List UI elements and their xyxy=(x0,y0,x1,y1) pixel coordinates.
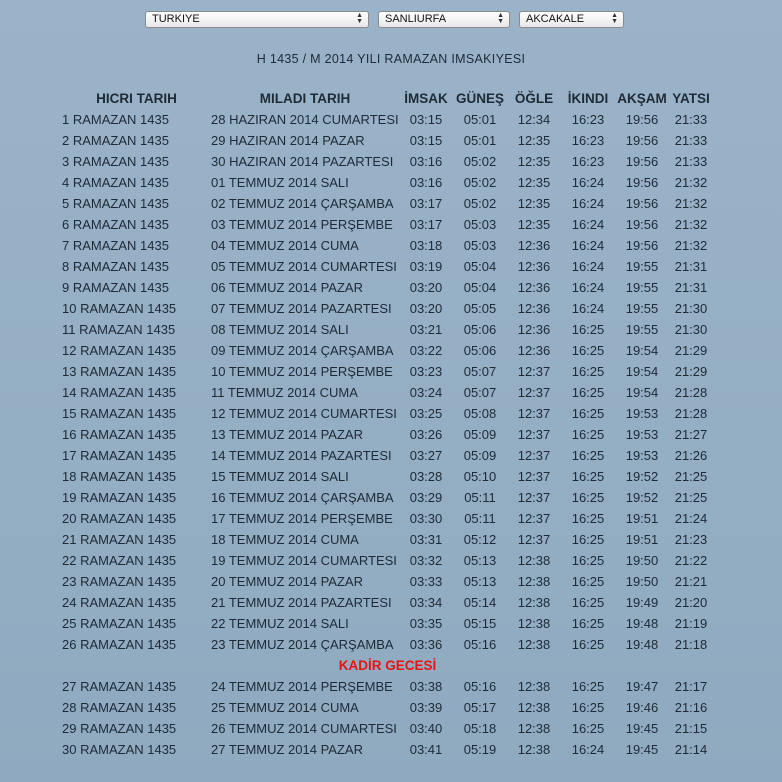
yatsi-time: 21:30 xyxy=(674,322,708,337)
miladi-date: 05 TEMMUZ 2014 CUMARTESI xyxy=(211,259,397,274)
ogle-time: 12:37 xyxy=(517,532,551,547)
miladi-date: 10 TEMMUZ 2014 PERŞEMBE xyxy=(211,364,393,379)
gunes-time: 05:05 xyxy=(463,301,497,316)
header-yatsi: YATSI xyxy=(672,91,710,106)
gunes-time: 05:04 xyxy=(463,280,497,295)
imsak-time: 03:18 xyxy=(409,238,443,253)
ikindi-time: 16:25 xyxy=(571,679,605,694)
imsak-time: 03:33 xyxy=(409,574,443,589)
hicri-date: 23 RAMAZAN 1435 xyxy=(62,574,177,589)
yatsi-time: 21:18 xyxy=(674,637,708,652)
miladi-date: 12 TEMMUZ 2014 CUMARTESI xyxy=(211,406,397,421)
ogle-time: 12:36 xyxy=(517,280,551,295)
miladi-date: 06 TEMMUZ 2014 PAZAR xyxy=(211,280,363,295)
imsak-time: 03:34 xyxy=(409,595,443,610)
ogle-time: 12:36 xyxy=(517,301,551,316)
hicri-date: 5 RAMAZAN 1435 xyxy=(62,196,169,211)
aksam-time: 19:47 xyxy=(625,679,659,694)
imsak-time: 03:36 xyxy=(409,637,443,652)
aksam-time: 19:45 xyxy=(625,742,659,757)
header-aksam: AKŞAM xyxy=(617,91,667,106)
updown-arrow-icon: ▲ ▼ xyxy=(611,12,618,25)
hicri-date: 22 RAMAZAN 1435 xyxy=(62,553,177,568)
aksam-time: 19:56 xyxy=(625,133,659,148)
miladi-date: 04 TEMMUZ 2014 CUMA xyxy=(211,238,359,253)
ogle-time: 12:35 xyxy=(517,175,551,190)
gunes-time: 05:19 xyxy=(463,742,497,757)
miladi-date: 03 TEMMUZ 2014 PERŞEMBE xyxy=(211,217,393,232)
table-row xyxy=(62,361,713,382)
ikindi-time: 16:25 xyxy=(571,574,605,589)
yatsi-time: 21:31 xyxy=(674,259,708,274)
ogle-time: 12:38 xyxy=(517,553,551,568)
ogle-time: 12:38 xyxy=(517,700,551,715)
table-row xyxy=(62,592,713,613)
hicri-date: 3 RAMAZAN 1435 xyxy=(62,154,169,169)
yatsi-time: 21:32 xyxy=(674,238,708,253)
table-row xyxy=(62,193,713,214)
imsakiye-table xyxy=(62,88,713,760)
imsak-time: 03:27 xyxy=(409,448,443,463)
country-select[interactable] xyxy=(145,11,369,28)
table-row xyxy=(62,340,713,361)
city-select-value: SANLIURFA xyxy=(385,13,447,25)
hicri-date: 12 RAMAZAN 1435 xyxy=(62,343,177,358)
gunes-time: 05:06 xyxy=(463,322,497,337)
location-selectors xyxy=(0,11,782,31)
ikindi-time: 16:24 xyxy=(571,280,605,295)
yatsi-time: 21:33 xyxy=(674,154,708,169)
aksam-time: 19:45 xyxy=(625,721,659,736)
ikindi-time: 16:25 xyxy=(571,490,605,505)
table-header-row xyxy=(62,88,713,109)
aksam-time: 19:52 xyxy=(625,490,659,505)
header-imsak: İMSAK xyxy=(404,91,448,106)
imsak-time: 03:17 xyxy=(409,196,443,211)
table-row xyxy=(62,151,713,172)
yatsi-time: 21:31 xyxy=(674,280,708,295)
hicri-date: 18 RAMAZAN 1435 xyxy=(62,469,177,484)
table-row xyxy=(62,109,713,130)
aksam-time: 19:49 xyxy=(625,595,659,610)
gunes-time: 05:16 xyxy=(463,637,497,652)
ikindi-time: 16:25 xyxy=(571,364,605,379)
aksam-time: 19:51 xyxy=(625,532,659,547)
country-select-value: TURKIYE xyxy=(152,13,200,25)
header-gunes: GÜNEŞ xyxy=(455,91,504,106)
table-row xyxy=(62,697,713,718)
header-miladi: MILADI TARIH xyxy=(259,91,351,106)
table-row xyxy=(62,571,713,592)
ogle-time: 12:37 xyxy=(517,406,551,421)
ikindi-time: 16:25 xyxy=(571,427,605,442)
aksam-time: 19:53 xyxy=(625,406,659,421)
hicri-date: 25 RAMAZAN 1435 xyxy=(62,616,177,631)
ogle-time: 12:37 xyxy=(517,511,551,526)
ikindi-time: 16:25 xyxy=(571,511,605,526)
header-ogle: ÖĞLE xyxy=(514,91,554,106)
hicri-date: 24 RAMAZAN 1435 xyxy=(62,595,177,610)
table-row xyxy=(62,718,713,739)
aksam-time: 19:56 xyxy=(625,196,659,211)
hicri-date: 27 RAMAZAN 1435 xyxy=(62,679,177,694)
miladi-date: 27 TEMMUZ 2014 PAZAR xyxy=(211,742,363,757)
miladi-date: 25 TEMMUZ 2014 CUMA xyxy=(211,700,359,715)
aksam-time: 19:55 xyxy=(625,301,659,316)
ikindi-time: 16:24 xyxy=(571,238,605,253)
hicri-date: 2 RAMAZAN 1435 xyxy=(62,133,169,148)
hicri-date: 1 RAMAZAN 1435 xyxy=(62,112,169,127)
imsak-time: 03:30 xyxy=(409,511,443,526)
ogle-time: 12:38 xyxy=(517,742,551,757)
yatsi-time: 21:29 xyxy=(674,364,708,379)
ogle-time: 12:38 xyxy=(517,637,551,652)
imsak-time: 03:24 xyxy=(409,385,443,400)
aksam-time: 19:48 xyxy=(625,616,659,631)
gunes-time: 05:16 xyxy=(463,679,497,694)
table-row xyxy=(62,739,713,760)
imsak-time: 03:19 xyxy=(409,259,443,274)
aksam-time: 19:54 xyxy=(625,343,659,358)
hicri-date: 10 RAMAZAN 1435 xyxy=(62,301,177,316)
imsak-time: 03:26 xyxy=(409,427,443,442)
hicri-date: 7 RAMAZAN 1435 xyxy=(62,238,169,253)
ogle-time: 12:37 xyxy=(517,385,551,400)
ikindi-time: 16:23 xyxy=(571,154,605,169)
yatsi-time: 21:21 xyxy=(674,574,708,589)
imsak-time: 03:21 xyxy=(409,322,443,337)
imsak-time: 03:17 xyxy=(409,217,443,232)
table-row xyxy=(62,298,713,319)
aksam-time: 19:56 xyxy=(625,217,659,232)
district-select[interactable] xyxy=(519,11,624,28)
aksam-time: 19:53 xyxy=(625,427,659,442)
miladi-date: 16 TEMMUZ 2014 ÇARŞAMBA xyxy=(211,490,394,505)
aksam-time: 19:46 xyxy=(625,700,659,715)
gunes-time: 05:18 xyxy=(463,721,497,736)
imsak-time: 03:25 xyxy=(409,406,443,421)
aksam-time: 19:51 xyxy=(625,511,659,526)
table-row xyxy=(62,634,713,655)
yatsi-time: 21:29 xyxy=(674,343,708,358)
gunes-time: 05:02 xyxy=(463,175,497,190)
district-select-value: AKCAKALE xyxy=(526,13,585,25)
header-ikindi: İKINDI xyxy=(567,91,609,106)
miladi-date: 20 TEMMUZ 2014 PAZAR xyxy=(211,574,363,589)
miladi-date: 21 TEMMUZ 2014 PAZARTESI xyxy=(211,595,392,610)
aksam-time: 19:56 xyxy=(625,175,659,190)
ikindi-time: 16:24 xyxy=(571,259,605,274)
gunes-time: 05:07 xyxy=(463,364,497,379)
ikindi-time: 16:25 xyxy=(571,700,605,715)
kadir-gecesi-label: KADİR GECESİ xyxy=(338,658,437,673)
ogle-time: 12:38 xyxy=(517,721,551,736)
miladi-date: 22 TEMMUZ 2014 SALI xyxy=(211,616,349,631)
miladi-date: 28 HAZIRAN 2014 CUMARTESI xyxy=(211,112,399,127)
gunes-time: 05:08 xyxy=(463,406,497,421)
ikindi-time: 16:24 xyxy=(571,175,605,190)
yatsi-time: 21:32 xyxy=(674,175,708,190)
miladi-date: 18 TEMMUZ 2014 CUMA xyxy=(211,532,359,547)
gunes-time: 05:01 xyxy=(463,112,497,127)
ikindi-time: 16:25 xyxy=(571,721,605,736)
yatsi-time: 21:28 xyxy=(674,406,708,421)
ogle-time: 12:35 xyxy=(517,196,551,211)
hicri-date: 16 RAMAZAN 1435 xyxy=(62,427,177,442)
miladi-date: 07 TEMMUZ 2014 PAZARTESI xyxy=(211,301,392,316)
table-row xyxy=(62,403,713,424)
ikindi-time: 16:23 xyxy=(571,112,605,127)
hicri-date: 20 RAMAZAN 1435 xyxy=(62,511,177,526)
table-row xyxy=(62,382,713,403)
hicri-date: 26 RAMAZAN 1435 xyxy=(62,637,177,652)
hicri-date: 6 RAMAZAN 1435 xyxy=(62,217,169,232)
hicri-date: 9 RAMAZAN 1435 xyxy=(62,280,169,295)
aksam-time: 19:54 xyxy=(625,364,659,379)
ogle-time: 12:38 xyxy=(517,679,551,694)
yatsi-time: 21:25 xyxy=(674,469,708,484)
ogle-time: 12:36 xyxy=(517,238,551,253)
imsak-time: 03:32 xyxy=(409,553,443,568)
yatsi-time: 21:17 xyxy=(674,679,708,694)
gunes-time: 05:02 xyxy=(463,196,497,211)
ogle-time: 12:35 xyxy=(517,154,551,169)
table-row xyxy=(62,424,713,445)
table-row xyxy=(62,487,713,508)
aksam-time: 19:55 xyxy=(625,280,659,295)
gunes-time: 05:09 xyxy=(463,448,497,463)
gunes-time: 05:06 xyxy=(463,343,497,358)
ogle-time: 12:36 xyxy=(517,322,551,337)
ogle-time: 12:38 xyxy=(517,616,551,631)
ikindi-time: 16:25 xyxy=(571,322,605,337)
miladi-date: 14 TEMMUZ 2014 PAZARTESI xyxy=(211,448,392,463)
gunes-time: 05:03 xyxy=(463,217,497,232)
aksam-time: 19:55 xyxy=(625,259,659,274)
aksam-time: 19:53 xyxy=(625,448,659,463)
ikindi-time: 16:23 xyxy=(571,133,605,148)
ikindi-time: 16:24 xyxy=(571,301,605,316)
ogle-time: 12:37 xyxy=(517,448,551,463)
hicri-date: 4 RAMAZAN 1435 xyxy=(62,175,169,190)
hicri-date: 13 RAMAZAN 1435 xyxy=(62,364,177,379)
miladi-date: 02 TEMMUZ 2014 ÇARŞAMBA xyxy=(211,196,394,211)
table-row xyxy=(62,676,713,697)
table-row xyxy=(62,529,713,550)
imsak-time: 03:20 xyxy=(409,301,443,316)
table-row xyxy=(62,235,713,256)
yatsi-time: 21:33 xyxy=(674,112,708,127)
hicri-date: 29 RAMAZAN 1435 xyxy=(62,721,177,736)
city-select[interactable] xyxy=(378,11,510,28)
table-body xyxy=(62,109,713,760)
table-row xyxy=(62,277,713,298)
miladi-date: 11 TEMMUZ 2014 CUMA xyxy=(211,385,358,400)
miladi-date: 26 TEMMUZ 2014 CUMARTESI xyxy=(211,721,397,736)
aksam-time: 19:54 xyxy=(625,385,659,400)
yatsi-time: 21:14 xyxy=(674,742,708,757)
imsak-time: 03:23 xyxy=(409,364,443,379)
imsak-time: 03:35 xyxy=(409,616,443,631)
ikindi-time: 16:24 xyxy=(571,217,605,232)
hicri-date: 21 RAMAZAN 1435 xyxy=(62,532,177,547)
imsak-time: 03:15 xyxy=(409,112,443,127)
miladi-date: 30 HAZIRAN 2014 PAZARTESI xyxy=(211,154,394,169)
ogle-time: 12:38 xyxy=(517,574,551,589)
ikindi-time: 16:25 xyxy=(571,469,605,484)
yatsi-time: 21:23 xyxy=(674,532,708,547)
yatsi-time: 21:26 xyxy=(674,448,708,463)
miladi-date: 29 HAZIRAN 2014 PAZAR xyxy=(211,133,365,148)
hicri-date: 19 RAMAZAN 1435 xyxy=(62,490,177,505)
ikindi-time: 16:25 xyxy=(571,637,605,652)
gunes-time: 05:12 xyxy=(463,532,497,547)
ogle-time: 12:37 xyxy=(517,427,551,442)
ikindi-time: 16:24 xyxy=(571,742,605,757)
yatsi-time: 21:20 xyxy=(674,595,708,610)
yatsi-time: 21:27 xyxy=(674,427,708,442)
imsak-time: 03:22 xyxy=(409,343,443,358)
hicri-date: 15 RAMAZAN 1435 xyxy=(62,406,177,421)
page-title: H 1435 / M 2014 YILI RAMAZAN IMSAKIYESI xyxy=(256,52,526,66)
hicri-date: 28 RAMAZAN 1435 xyxy=(62,700,177,715)
gunes-time: 05:15 xyxy=(463,616,497,631)
aksam-time: 19:50 xyxy=(625,553,659,568)
imsak-time: 03:40 xyxy=(409,721,443,736)
ogle-time: 12:37 xyxy=(517,490,551,505)
ikindi-time: 16:25 xyxy=(571,595,605,610)
aksam-time: 19:52 xyxy=(625,469,659,484)
ogle-time: 12:37 xyxy=(517,469,551,484)
imsak-time: 03:39 xyxy=(409,700,443,715)
table-row xyxy=(62,550,713,571)
gunes-time: 05:04 xyxy=(463,259,497,274)
gunes-time: 05:14 xyxy=(463,595,497,610)
ogle-time: 12:36 xyxy=(517,259,551,274)
ikindi-time: 16:25 xyxy=(571,532,605,547)
imsak-time: 03:31 xyxy=(409,532,443,547)
yatsi-time: 21:22 xyxy=(674,553,708,568)
imsak-time: 03:38 xyxy=(409,679,443,694)
table-row xyxy=(62,613,713,634)
hicri-date: 11 RAMAZAN 1435 xyxy=(62,322,176,337)
imsak-time: 03:16 xyxy=(409,154,443,169)
table-row xyxy=(62,130,713,151)
imsak-time: 03:41 xyxy=(409,742,443,757)
yatsi-time: 21:33 xyxy=(674,133,708,148)
miladi-date: 15 TEMMUZ 2014 SALI xyxy=(211,469,349,484)
table-row xyxy=(62,445,713,466)
kadir-gecesi-row xyxy=(62,655,713,676)
gunes-time: 05:09 xyxy=(463,427,497,442)
aksam-time: 19:56 xyxy=(625,112,659,127)
miladi-date: 24 TEMMUZ 2014 PERŞEMBE xyxy=(211,679,393,694)
table-row xyxy=(62,508,713,529)
imsak-time: 03:16 xyxy=(409,175,443,190)
yatsi-time: 21:30 xyxy=(674,301,708,316)
table-row xyxy=(62,466,713,487)
imsak-time: 03:15 xyxy=(409,133,443,148)
aksam-time: 19:50 xyxy=(625,574,659,589)
ikindi-time: 16:25 xyxy=(571,343,605,358)
miladi-date: 23 TEMMUZ 2014 ÇARŞAMBA xyxy=(211,637,394,652)
gunes-time: 05:17 xyxy=(463,700,497,715)
yatsi-time: 21:24 xyxy=(674,511,708,526)
ogle-time: 12:34 xyxy=(517,112,551,127)
hicri-date: 17 RAMAZAN 1435 xyxy=(62,448,177,463)
header-hicri: HICRI TARIH xyxy=(96,91,177,106)
yatsi-time: 21:32 xyxy=(674,196,708,211)
gunes-time: 05:10 xyxy=(463,469,497,484)
yatsi-time: 21:19 xyxy=(674,616,708,631)
yatsi-time: 21:32 xyxy=(674,217,708,232)
imsak-time: 03:20 xyxy=(409,280,443,295)
updown-arrow-icon: ▲ ▼ xyxy=(356,12,363,25)
gunes-time: 05:03 xyxy=(463,238,497,253)
table-row xyxy=(62,172,713,193)
gunes-time: 05:13 xyxy=(463,553,497,568)
table-row xyxy=(62,214,713,235)
ogle-time: 12:38 xyxy=(517,595,551,610)
ogle-time: 12:36 xyxy=(517,343,551,358)
miladi-date: 08 TEMMUZ 2014 SALI xyxy=(211,322,349,337)
ikindi-time: 16:25 xyxy=(571,553,605,568)
imsak-time: 03:29 xyxy=(409,490,443,505)
gunes-time: 05:13 xyxy=(463,574,497,589)
imsak-time: 03:28 xyxy=(409,469,443,484)
table-row xyxy=(62,319,713,340)
gunes-time: 05:02 xyxy=(463,154,497,169)
miladi-date: 01 TEMMUZ 2014 SALI xyxy=(211,175,349,190)
ikindi-time: 16:25 xyxy=(571,406,605,421)
gunes-time: 05:11 xyxy=(464,511,496,526)
hicri-date: 8 RAMAZAN 1435 xyxy=(62,259,169,274)
aksam-time: 19:48 xyxy=(625,637,659,652)
gunes-time: 05:07 xyxy=(463,385,497,400)
ogle-time: 12:35 xyxy=(517,217,551,232)
miladi-date: 19 TEMMUZ 2014 CUMARTESI xyxy=(211,553,397,568)
hicri-date: 14 RAMAZAN 1435 xyxy=(62,385,177,400)
aksam-time: 19:56 xyxy=(625,238,659,253)
ogle-time: 12:37 xyxy=(517,364,551,379)
yatsi-time: 21:16 xyxy=(674,700,708,715)
miladi-date: 17 TEMMUZ 2014 PERŞEMBE xyxy=(211,511,393,526)
ikindi-time: 16:24 xyxy=(571,196,605,211)
updown-arrow-icon: ▲ ▼ xyxy=(497,12,504,25)
yatsi-time: 21:25 xyxy=(674,490,708,505)
table-row xyxy=(62,256,713,277)
gunes-time: 05:11 xyxy=(464,490,496,505)
ikindi-time: 16:25 xyxy=(571,385,605,400)
ikindi-time: 16:25 xyxy=(571,448,605,463)
yatsi-time: 21:28 xyxy=(674,385,708,400)
ikindi-time: 16:25 xyxy=(571,616,605,631)
miladi-date: 13 TEMMUZ 2014 PAZAR xyxy=(211,427,363,442)
gunes-time: 05:01 xyxy=(463,133,497,148)
aksam-time: 19:55 xyxy=(625,322,659,337)
aksam-time: 19:56 xyxy=(625,154,659,169)
miladi-date: 09 TEMMUZ 2014 ÇARŞAMBA xyxy=(211,343,394,358)
hicri-date: 30 RAMAZAN 1435 xyxy=(62,742,177,757)
ogle-time: 12:35 xyxy=(517,133,551,148)
yatsi-time: 21:15 xyxy=(674,721,708,736)
